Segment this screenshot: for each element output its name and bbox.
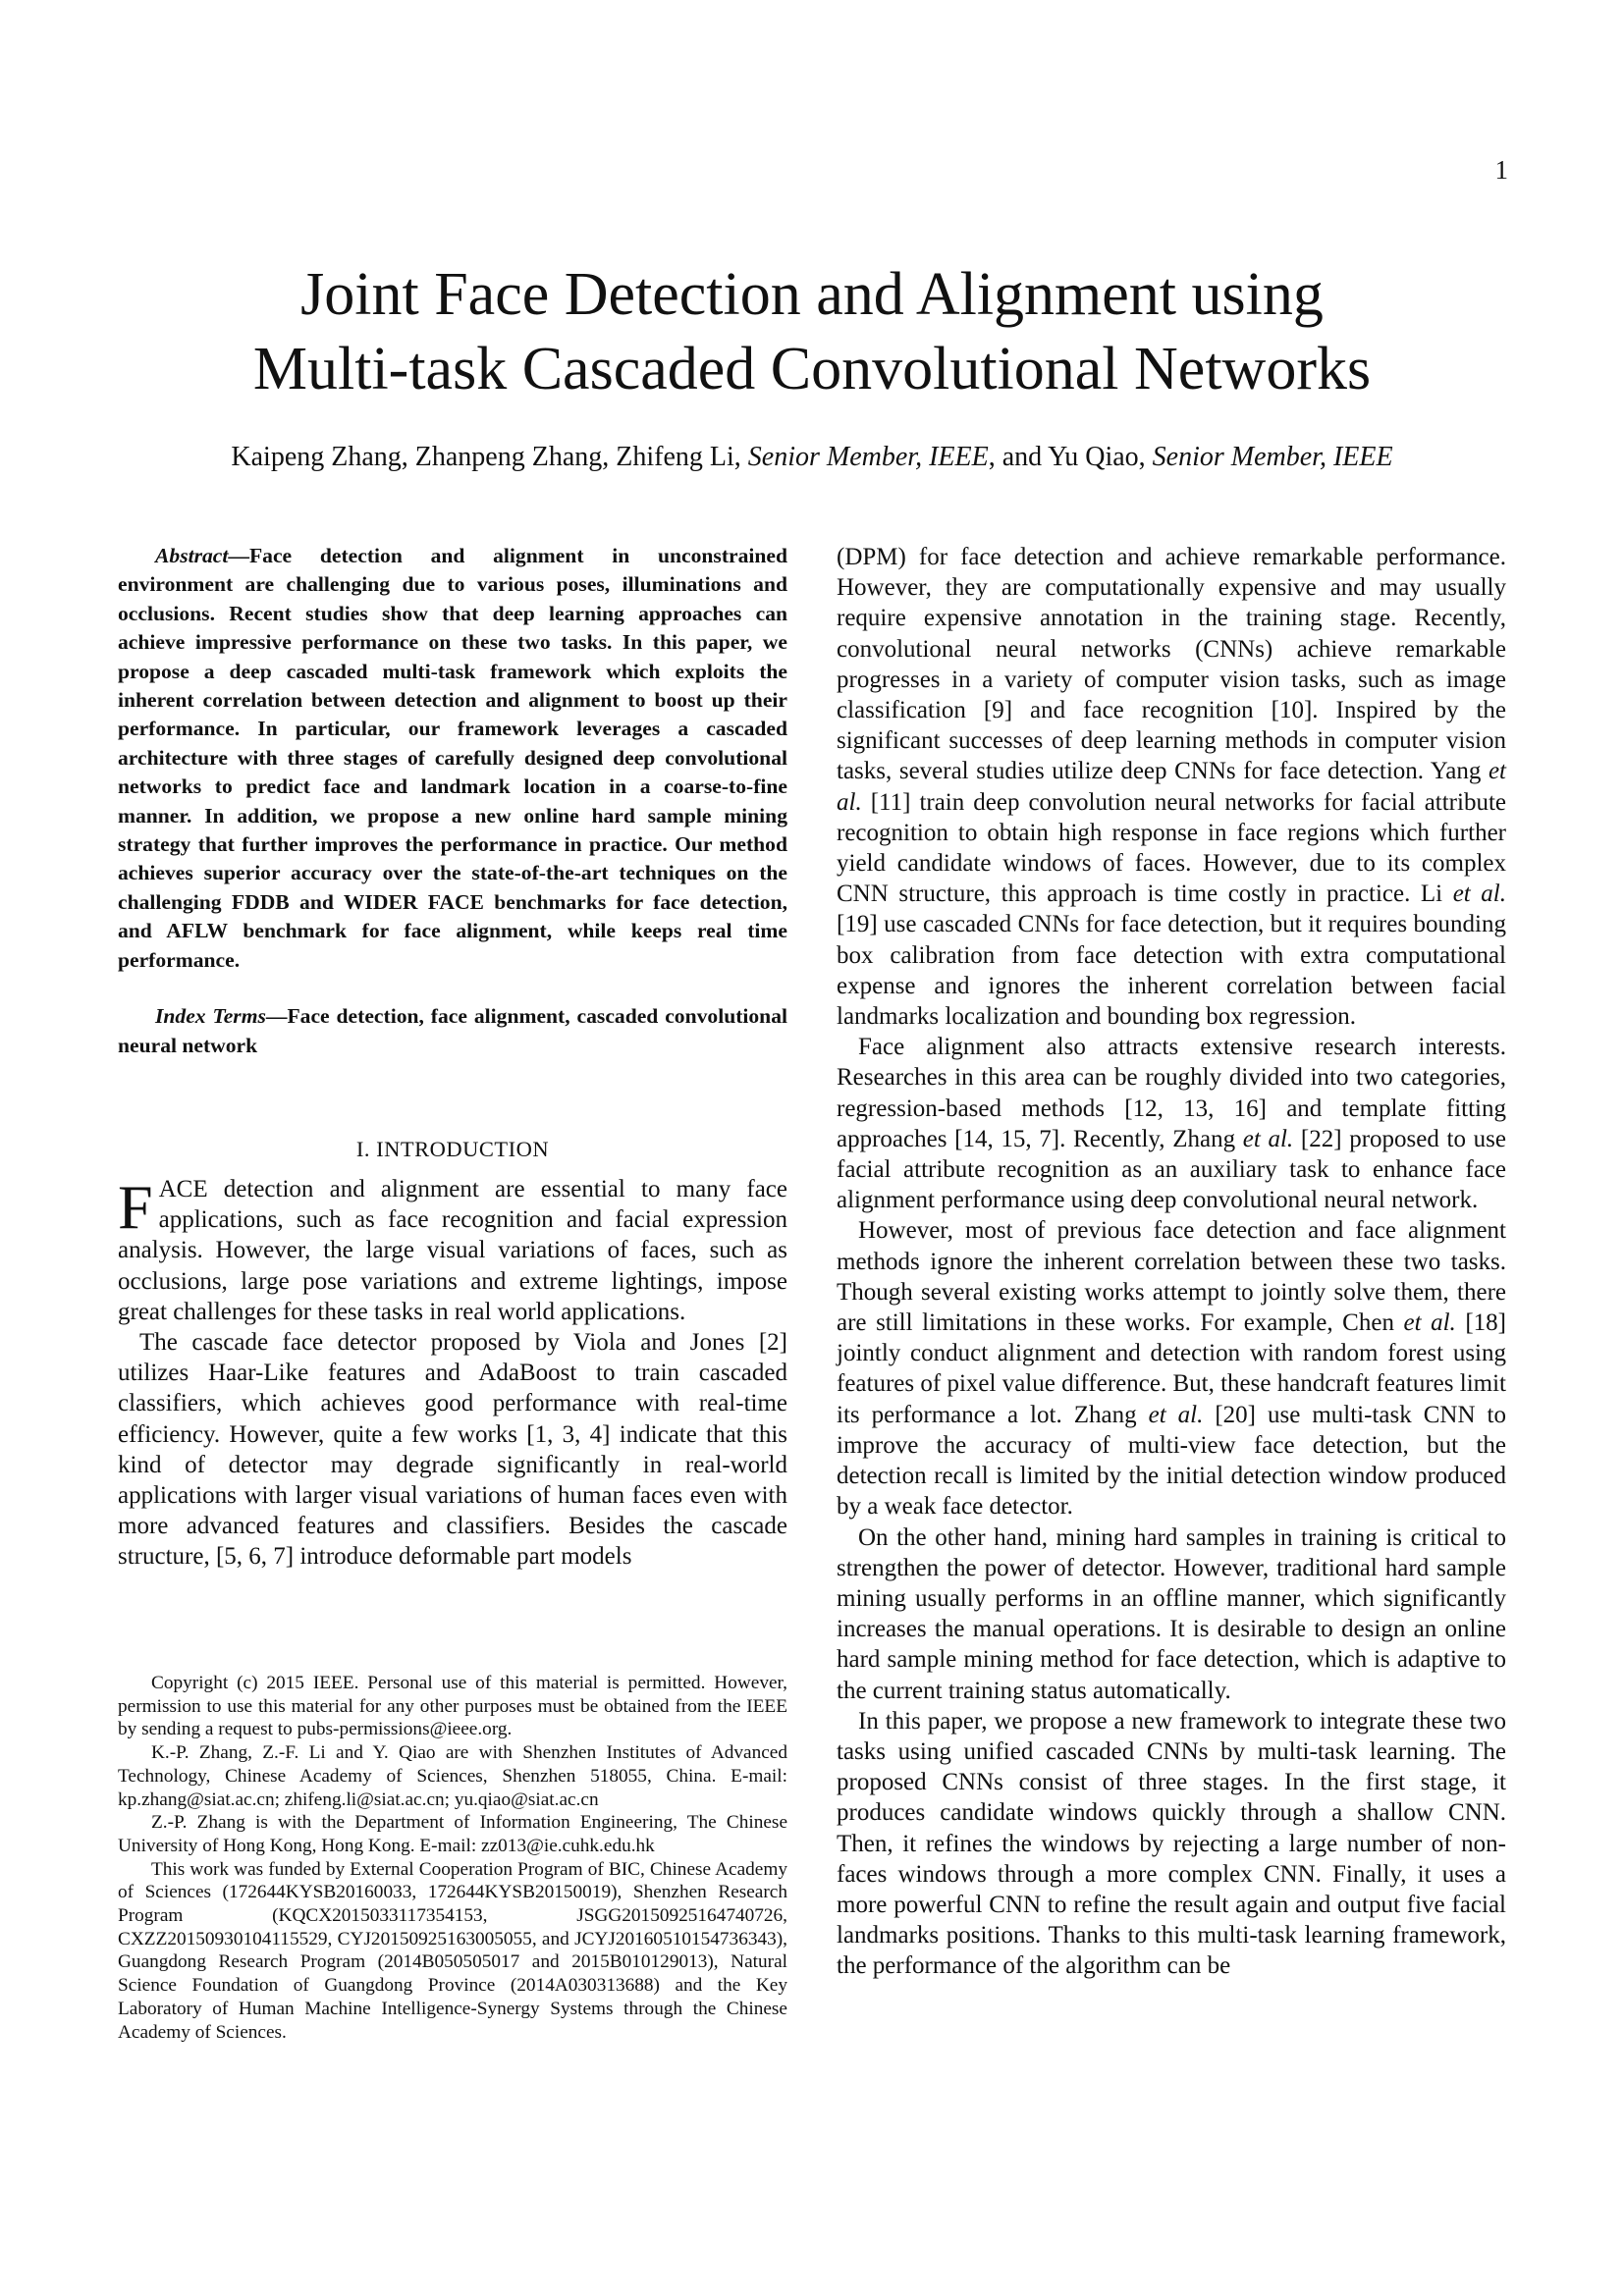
index-terms: [118, 1002, 787, 1060]
et-al: et al.: [1148, 1401, 1204, 1428]
drop-cap: F: [118, 1171, 153, 1242]
right-paragraph-5: In this paper, we propose a new framework to integrate these two tasks using unified cascaded CNNs by multi-task learning. The proposed CNNs consist of three stages. In the first stage, it produces candidate windows quickly through a shallow CNN. Then, it refines the windows by rejecting a large number of non-faces windows through a more complex CNN. Finally, it uses a more powerful CNN to refine the result again and output five facial landmarks positions. Thanks to this multi-task learning framework, the performance of the algorithm can be: [837, 1707, 1506, 1980]
title-line-1: Joint Face Detection and Alignment using: [300, 261, 1324, 328]
author-role-1: Senior Member, IEEE: [747, 442, 989, 472]
author-list: [0, 440, 1624, 475]
page-number: 1: [1494, 155, 1508, 185]
text-run: [18] jointly conduct alignment and detection with random forest using features of pixel value difference. But, these handcraft features limit its performance a lot. Zhang: [837, 1309, 1506, 1428]
footnote-affiliation-siat: K.-P. Zhang, Z.-F. Li and Y. Qiao are with Shenzhen Institutes of Advanced Technology, Chinese Academy of Sciences, Shenzhen 518055, China. E-mail: kp.zhang@siat.ac.cn; zhifeng.li@siat.ac.cn; yu.qiao@siat.ac.cn: [118, 1742, 787, 1810]
et-al: et al.: [1403, 1309, 1456, 1337]
abstract: [118, 542, 787, 975]
text-run: [11] train deep convolution neural networks for facial attribute recognition to obtain high response in face regions which further yield candidate windows of faces. However, due to its complex CNN structure, this approach is time costly in practice. Li: [837, 788, 1506, 908]
et-al: et al.: [1452, 881, 1506, 908]
authors-part-2: , and Yu Qiao,: [988, 442, 1153, 472]
index-terms-label: Index Terms: [155, 1004, 266, 1029]
right-paragraph-1: [837, 542, 1506, 1032]
text-run: Face alignment also attracts extensive research interests. Researches in this area can be roughly divided into two categories, regression-based methods [12, 13, 16] and template fitting approaches [14, 15, 7]. Recently, Zhang: [837, 1034, 1506, 1152]
left-column: [118, 542, 787, 1573]
footnotes: [118, 1672, 787, 2044]
abstract-text: Face detection and alignment in unconstrained environment are challenging due to various poses, illuminations and occlusions. Recent studies show that deep learning approaches can achieve impressive performance on these two tasks. In this paper, we propose a deep cascaded multi-task framework which exploits the inherent correlation between detection and alignment to boost up their performance. In particular, our framework leverages a cascaded architecture with three stages of carefully designed deep convolutional networks to predict face and landmark location in a coarse-to-fine manner. In addition, we propose a new online hard sample mining strategy that further improves the performance in practice. Our method achieves superior accuracy over the state-of-the-art techniques on the challenging FDDB and WIDER FACE benchmarks for face detection, and AFLW benchmark for face alignment, while keeps real time performance.: [118, 544, 787, 972]
text-run: [19] use cascaded CNNs for face detection, but it requires bounding box calibration from face detection with extra computational expense and ignores the inherent correlation between facial landmarks localization and bounding box regression.: [837, 911, 1506, 1031]
intro-paragraph-2: The cascade face detector proposed by Viola and Jones [2] utilizes Haar-Like features and AdaBoost to train cascaded classifiers, which achieves good performance with real-time efficiency. However, quite a few works [1, 3, 4] indicate that this kind of detector may degrade significantly in real-world applications with larger visual variations of human faces even with more advanced features and classifiers. Besides the cascade structure, [5, 6, 7] introduce deformable part models: [118, 1328, 787, 1571]
abstract-label: Abstract: [155, 544, 229, 567]
section-heading-introduction: I. INTRODUCTION: [355, 1136, 550, 1161]
text-run: However, most of previous face detection and face alignment methods ignore the inherent correlation between these two tasks. Though several existing works attempt to jointly solve them, there are still limitations in these works. For example, Chen: [837, 1217, 1506, 1337]
footnote-copyright: Copyright (c) 2015 IEEE. Personal use of this material is permitted. However, permission to use this material for any other purposes must be obtained from the IEEE by sending a request to pubs-permissions@ieee.org.: [118, 1673, 787, 1740]
paper-title: [0, 257, 1624, 406]
abstract-dash: —: [228, 544, 249, 567]
right-paragraph-2: [837, 1032, 1506, 1215]
et-al: et al.: [837, 758, 1506, 816]
text-run: [22] proposed to use facial attribute recognition as an auxiliary task to enhance face alignment performance using deep convolutional neural network.: [837, 1125, 1506, 1214]
footnote-affiliation-cuhk: Z.-P. Zhang is with the Department of Information Engineering, The Chinese University of Hong Kong, Hong Kong. E-mail: zz013@ie.cuhk.edu.hk: [118, 1812, 787, 1856]
text-run: (DPM) for face detection and achieve remarkable performance. However, they are computationally expensive and may usually require expensive annotation in the training stage. Recently, convolutional neural networks (CNNs) achieve remarkable progresses in a variety of computer vision tasks, such as image classification [9] and face recognition [10]. Inspired by the significant successes of deep learning methods in computer vision tasks, several studies utilize deep CNNs for face detection. Yang: [837, 544, 1506, 785]
footnote-funding: This work was funded by External Cooperation Program of BIC, Chinese Academy of Sciences (172644KYSB20160033, 172644KYSB20150019), Shenzhen Research Program (KQCX2015033117354153, JSGG20150925164740726, CXZZ20150930104115529, CYJ20150925163005055, and JCYJ20160510154736343), Guangdong Research Program (2014B050505017 and 2015B010129013), Natural Science Foundation of Guangdong Province (2014A030313688) and the Key Laboratory of Human Machine Intelligence-Synergy Systems through the Chinese Academy of Sciences.: [118, 1858, 787, 2043]
right-paragraph-4: On the other hand, mining hard samples in training is critical to strengthen the power of detector. However, traditional hard sample mining usually performs in an offline manner, which significantly increases the manual operations. It is desirable to design an online hard sample mining method for face detection, which is adaptive to the current training status automatically.: [837, 1523, 1506, 1704]
intro-paragraph-1: [118, 1171, 787, 1327]
title-line-2: Multi-task Cascaded Convolutional Networks: [252, 336, 1372, 402]
et-al: et al.: [1242, 1125, 1294, 1152]
intro-paragraph-1-text: ACE detection and alignment are essential to many face applications, such as face recognition and facial expression analysis. However, the large visual variations of faces, such as occlusions, large pose variations and extreme lightings, impose great challenges for these tasks in real world applications.: [118, 1175, 787, 1325]
right-column: [837, 542, 1506, 1982]
index-terms-dash: —: [265, 1004, 288, 1029]
index-terms-text: Face detection, face alignment, cascaded convolutional neural network: [118, 1004, 787, 1057]
right-paragraph-3: [837, 1215, 1506, 1522]
author-role-2: Senior Member, IEEE: [1152, 442, 1393, 472]
authors-part-1: Kaipeng Zhang, Zhanpeng Zhang, Zhifeng Li,: [231, 442, 748, 472]
text-run: [20] use multi-task CNN to improve the accuracy of multi-view face detection, but the detection recall is limited by the initial detection window produced by a weak face detector.: [837, 1401, 1506, 1521]
